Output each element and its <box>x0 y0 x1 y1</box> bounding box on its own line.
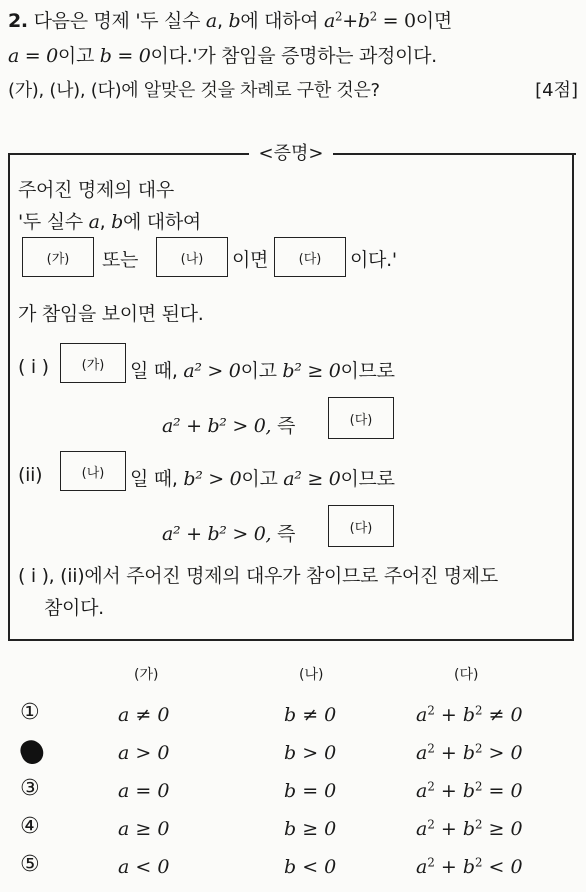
question-line-1: 2. 다음은 명제 '두 실수 a, b에 대하여 $a^2+b^2 = 0$이면 <box>8 9 452 32</box>
blank-da: (다) <box>274 237 346 277</box>
imyeon-text: 이면 <box>232 249 269 271</box>
proof-line-1: 주어진 명제의 대우 <box>18 179 174 201</box>
header-ga: (가) <box>134 667 159 683</box>
proof-box <box>8 143 574 641</box>
option-3-na: b = 0 <box>284 780 337 802</box>
proof-title: <증명> <box>10 139 572 165</box>
case-1-sum: a² + b² > 0, 즉 <box>162 415 296 437</box>
option-5-da: $a^2 + b^2 < 0$ <box>416 855 523 878</box>
case-2-blank-da: (다) <box>328 505 394 547</box>
option-1-da: $a^2 + b^2 \ne 0$ <box>416 703 523 726</box>
question-line-3: (가), (나), (다)에 알맞은 것을 차례로 구한 것은? <box>8 80 380 101</box>
option-5-na: b < 0 <box>284 856 337 878</box>
option-2-na: b > 0 <box>284 742 337 764</box>
question-number: 2. <box>8 10 28 32</box>
conclusion-line-2: 참이다. <box>44 597 104 619</box>
option-2-ga: a > 0 <box>118 742 170 764</box>
option-4-da: $a^2 + b^2 \ge 0$ <box>416 817 523 840</box>
case-2-blank-na: (나) <box>60 451 126 491</box>
case-1-blank-da: (다) <box>328 397 394 439</box>
points-label: [4점] <box>535 80 578 101</box>
option-4-marker[interactable]: ④ <box>20 814 40 839</box>
option-4-ga: a ≥ 0 <box>118 818 170 840</box>
proof-line-2: '두 실수 a, b에 대하여 <box>18 211 201 233</box>
case-2-text: 일 때, b² > 0이고 a² ≥ 0이므로 <box>130 468 395 490</box>
header-na: (나) <box>299 667 324 683</box>
question-equation: $a^2+b^2 = 0$ <box>324 9 416 32</box>
case-1-text: 일 때, a² > 0이고 b² ≥ 0이므로 <box>130 360 395 382</box>
option-1-marker[interactable]: ① <box>20 700 40 725</box>
header-da: (다) <box>454 667 479 683</box>
option-5-marker[interactable]: ⑤ <box>20 852 40 877</box>
case-1-label: ( i ) <box>18 356 49 378</box>
option-2-marker[interactable] <box>18 737 47 767</box>
option-1-na: b ≠ 0 <box>284 704 337 726</box>
blank-ga: (가) <box>22 237 94 277</box>
case-2-sum: a² + b² > 0, 즉 <box>162 523 296 545</box>
conclusion-line-1: ( i ), (ii)에서 주어진 명제의 대우가 참이므로 주어진 명제도 <box>18 565 498 587</box>
blank-na: (나) <box>156 237 228 277</box>
question-line-2: a = 0이고 b = 0이다.'가 참임을 증명하는 과정이다. <box>8 45 437 67</box>
case-1-blank-ga: (가) <box>60 343 126 383</box>
ida-text: 이다.' <box>350 249 397 271</box>
option-5-ga: a < 0 <box>118 856 170 878</box>
or-text: 또는 <box>102 249 139 271</box>
option-4-na: b ≥ 0 <box>284 818 337 840</box>
option-3-da: $a^2 + b^2 = 0$ <box>416 779 523 802</box>
case-2-label: (ii) <box>18 464 43 486</box>
option-1-ga: a ≠ 0 <box>118 704 170 726</box>
option-2-da: $a^2 + b^2 > 0$ <box>416 741 523 764</box>
proof-line-4: 가 참임을 보이면 된다. <box>18 303 204 325</box>
option-3-ga: a = 0 <box>118 780 170 802</box>
option-3-marker[interactable]: ③ <box>20 776 40 801</box>
